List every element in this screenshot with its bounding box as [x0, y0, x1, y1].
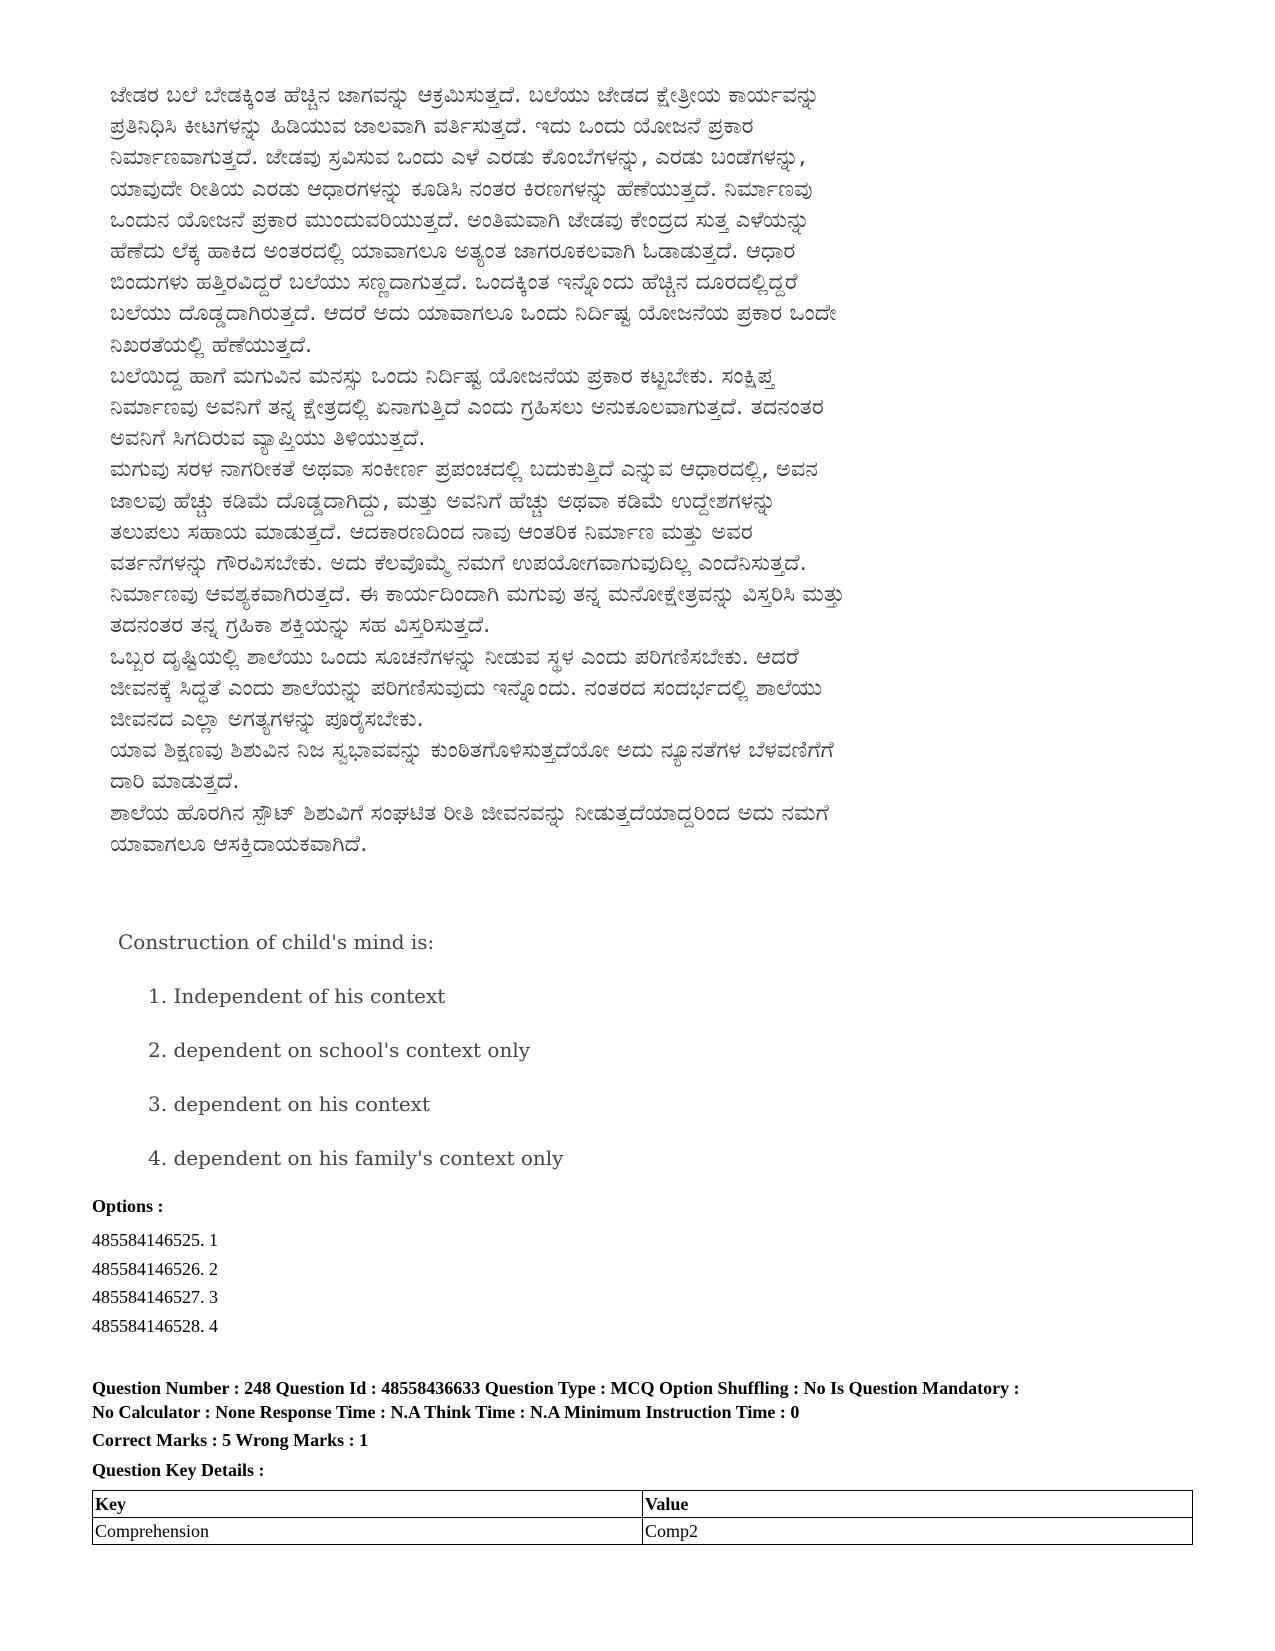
question-choice: 1. Independent of his context: [148, 984, 446, 1008]
passage-line: ಒಂದುನ ಯೋಜನೆ ಪ್ರಕಾರ ಮುಂದುವರಿಯುತ್ತದೆ. ಅಂತಿಮವಾಗಿ ಜೇಡವು ಕೇಂದ್ರದ ಸುತ್ತ ಎಳೆಯನ್ನು: [110, 206, 810, 233]
passage-line: ಬಲೆಯಿದ್ದ ಹಾಗೆ ಮಗುವಿನ ಮನಸ್ಸು ಒಂದು ನಿರ್ದಿಷ್ಟ ಯೋಜನೆಯ ಪ್ರಕಾರ ಕಟ್ಟಬೇಕು. ಸಂಕ್ಷಿಪ್ತ: [110, 362, 775, 389]
passage-line: ಬಲೆಯು ದೊಡ್ಡದಾಗಿರುತ್ತದೆ. ಆದರೆ ಅದು ಯಾವಾಗಲೂ ಒಂದು ನಿರ್ದಿಷ್ಟ ಯೋಜನೆಯ ಪ್ರಕಾರ ಒಂದೇ: [110, 300, 837, 327]
passage-line: ದಾರಿ ಮಾಡುತ್ತದೆ.: [110, 768, 240, 795]
passage-line: ಯಾವುದೇ ರೀತಿಯ ಎರಡು ಆಧಾರಗಳನ್ನು ಕೂಡಿಸಿ ನಂತರ ಕಿರಣಗಳನ್ನು ಹೆಣೆಯುತ್ತದೆ. ನಿರ್ಮಾಣವು: [110, 175, 813, 202]
passage-image: [110, 80, 1170, 860]
passage-line: ಒಬ್ಬರ ದೃಷ್ಟಿಯಲ್ಲಿ ಶಾಲೆಯು ಒಂದು ಸೂಚನೆಗಳನ್ನು ನೀಡುವ ಸ್ಥಳ ಎಂದು ಪರಿಗಣಿಸಬೇಕು. ಆದರೆ: [110, 643, 799, 670]
question-choice: 2. dependent on school's context only: [148, 1038, 531, 1062]
key-details-table: [92, 1490, 1193, 1545]
option-item: 485584146525. 1: [92, 1230, 218, 1250]
passage-line: ವರ್ತನೆಗಳನ್ನು ಗೌರವಿಸಬೇಕು. ಅದು ಕೆಲವೊಮ್ಮೆ ನಮಗೆ ಉಪಯೋಗವಾಗುವುದಿಲ್ಲ ಎಂದೆನಿಸುತ್ತದೆ.: [110, 550, 807, 577]
option-item: 485584146528. 4: [92, 1315, 218, 1336]
table-header-row: [93, 1491, 1193, 1518]
table-cell-value: Comp2: [643, 1518, 1193, 1545]
passage-line: ಹೆಣೆದು ಲೆಕ್ಕ ಹಾಕಿದ ಅಂತರದಲ್ಲಿ ಯಾವಾಗಲೂ ಅತ್ಯಂತ ಜಾಗರೂಕಲವಾಗಿ ಓಡಾಡುತ್ತದೆ. ಆಧಾರ: [110, 238, 796, 265]
option-item: 485584146527. 3: [92, 1287, 218, 1307]
passage-line: ನಿರ್ಮಾಣವು ಅವನಿಗೆ ತನ್ನ ಕ್ಷೇತ್ರದಲ್ಲಿ ಏನಾಗುತ್ತಿದೆ ಎಂದು ಗ್ರಹಿಸಲು ಅನುಕೂಲವಾಗುತ್ತದೆ. ತದನಂತರ: [110, 394, 824, 421]
question-image: [118, 930, 563, 1200]
passage-line: ನಿರ್ಮಾಣವಾಗುತ್ತದೆ. ಜೇಡವು ಸ್ರವಿಸುವ ಒಂದು ಎಳೆ ಎರಡು ಕೊಂಬೆಗಳನ್ನು, ಎರಡು ಬಂಡೆಗಳನ್ನು,: [110, 144, 806, 171]
passage-line: ಜೇಡರ ಬಲೆ ಬೇಡಕ್ಕಿಂತ ಹೆಚ್ಚಿನ ಜಾಗವನ್ನು ಆಕ್ರಮಿಸುತ್ತದೆ. ಬಲೆಯು ಜೇಡದ ಕ್ಷೇತ್ರೀಯ ಕಾರ್ಯವನ್ನು: [110, 82, 820, 108]
question-choice: 4. dependent on his family's context only: [148, 1146, 564, 1170]
kannada-passage: [110, 80, 1170, 860]
table-header-value: Value: [643, 1491, 1193, 1518]
passage-line: ತದನಂತರ ತನ್ನ ಗ್ರಹಿಕಾ ಶಕ್ತಿಯನ್ನು ಸಹ ವಿಸ್ತರಿಸುತ್ತದೆ.: [110, 612, 491, 639]
table-cell-key: Comprehension: [93, 1518, 643, 1545]
question-info-line2: No Calculator : None Response Time : N.A Think Time : N.A Minimum Instruction Time : 0: [92, 1402, 800, 1422]
passage-line: ಜಾಲವು ಹೆಚ್ಚು ಕಡಿಮೆ ದೊಡ್ಡದಾಗಿದ್ದು, ಮತ್ತು ಅವನಿಗೆ ಹೆಚ್ಚು ಅಥವಾ ಕಡಿಮೆ ಉದ್ದೇಶಗಳನ್ನು: [110, 487, 776, 514]
passage-line: ಶಾಲೆಯ ಹೊರಗಿನ ಸ್ಪೌಟ್ ಶಿಶುವಿಗೆ ಸಂಘಟಿತ ರೀತಿ ಜೀವನವನ್ನು ನೀಡುತ್ತದೆಯಾದ್ದರಿಂದ ಅದು ನಮಗೆ: [110, 799, 829, 826]
question-info: [92, 1376, 1192, 1424]
table-header-key: Key: [93, 1491, 643, 1518]
passage-line: ನಿಖರತೆಯಲ್ಲಿ ಹೆಣೆಯುತ್ತದೆ.: [110, 331, 313, 358]
passage-line: ನಿರ್ಮಾಣವು ಆವಶ್ಯಕವಾಗಿರುತ್ತದೆ. ಈ ಕಾರ್ಯದಿಂದಾಗಿ ಮಗುವು ತನ್ನ ಮನೋಕ್ಷೇತ್ರವನ್ನು ವಿಸ್ತರಿಸಿ ಮತ್ತು: [110, 581, 845, 608]
passage-line: ಜೀವನದ ಎಲ್ಲಾ ಅಗತ್ಯಗಳನ್ನು ಪೂರೈಸಬೇಕು.: [110, 706, 424, 733]
passage-line: ಅವನಿಗೆ ಸಿಗದಿರುವ ವ್ಯಾಪ್ತಿಯು ತಿಳಿಯುತ್ತದೆ.: [110, 425, 426, 452]
question-info-line1: Question Number : 248 Question Id : 48558436633 Question Type : MCQ Option Shuffling : No Is Question Mandatory :: [92, 1378, 1020, 1398]
passage-line: ಯಾವಾಗಲೂ ಆಸಕ್ತಿದಾಯಕವಾಗಿದೆ.: [110, 830, 368, 857]
passage-line: ಜೀವನಕ್ಕೆ ಸಿದ್ಧತೆ ಎಂದು ಶಾಲೆಯನ್ನು ಪರಿಗಣಿಸುವುದು ಇನ್ನೊಂದು. ನಂತರದ ಸಂದರ್ಭದಲ್ಲಿ ಶಾಲೆಯು: [110, 674, 823, 701]
options-list: [92, 1226, 218, 1340]
passage-line: ತಲುಪಲು ಸಹಾಯ ಮಾಡುತ್ತದೆ. ಆದಕಾರಣದಿಂದ ನಾವು ಆಂತರಿಕ ನಿರ್ಮಾಣ ಮತ್ತು ಅವರ: [110, 518, 753, 545]
passage-line: ಯಾವ ಶಿಕ್ಷಣವು ಶಿಶುವಿನ ನಿಜ ಸ್ವಭಾವವನ್ನು ಕುಂಠಿತಗೊಳಿಸುತ್ತದೆಯೋ ಅದು ನ್ಯೂನತೆಗಳ ಬೆಳವಣಿಗೆಗೆ: [110, 737, 834, 764]
option-item: 485584146526. 2: [92, 1258, 218, 1279]
options-heading: Options :: [92, 1196, 164, 1216]
table-row: [93, 1518, 1193, 1545]
question-choice: 3. dependent on his context: [148, 1092, 431, 1116]
marks-line: Correct Marks : 5 Wrong Marks : 1: [92, 1430, 369, 1450]
question-stem: Construction of child's mind is:: [118, 930, 435, 954]
passage-line: ಮಗುವು ಸರಳ ನಾಗರೀಕತೆ ಅಥವಾ ಸಂಕೀರ್ಣ ಪ್ರಪಂಚದಲ್ಲಿ ಬದುಕುತ್ತಿದೆ ಎನ್ನುವ ಆಧಾರದಲ್ಲಿ, ಅವನ: [110, 456, 819, 483]
passage-line: ಬಿಂದುಗಳು ಹತ್ತಿರವಿದ್ದರೆ ಬಲೆಯು ಸಣ್ಣದಾಗುತ್ತದೆ. ಒಂದಕ್ಕಿಂತ ಇನ್ನೊಂದು ಹೆಚ್ಚಿನ ದೂರದಲ್ಲಿದ್ದರೆ: [110, 269, 798, 296]
passage-line: ಪ್ರತಿನಿಧಿಸಿ ಕೀಟಗಳನ್ನು ಹಿಡಿಯುವ ಜಾಲವಾಗಿ ವರ್ತಿಸುತ್ತದೆ. ಇದು ಒಂದು ಯೋಜನೆ ಪ್ರಕಾರ: [110, 113, 754, 140]
key-details-heading: Question Key Details :: [92, 1460, 265, 1480]
